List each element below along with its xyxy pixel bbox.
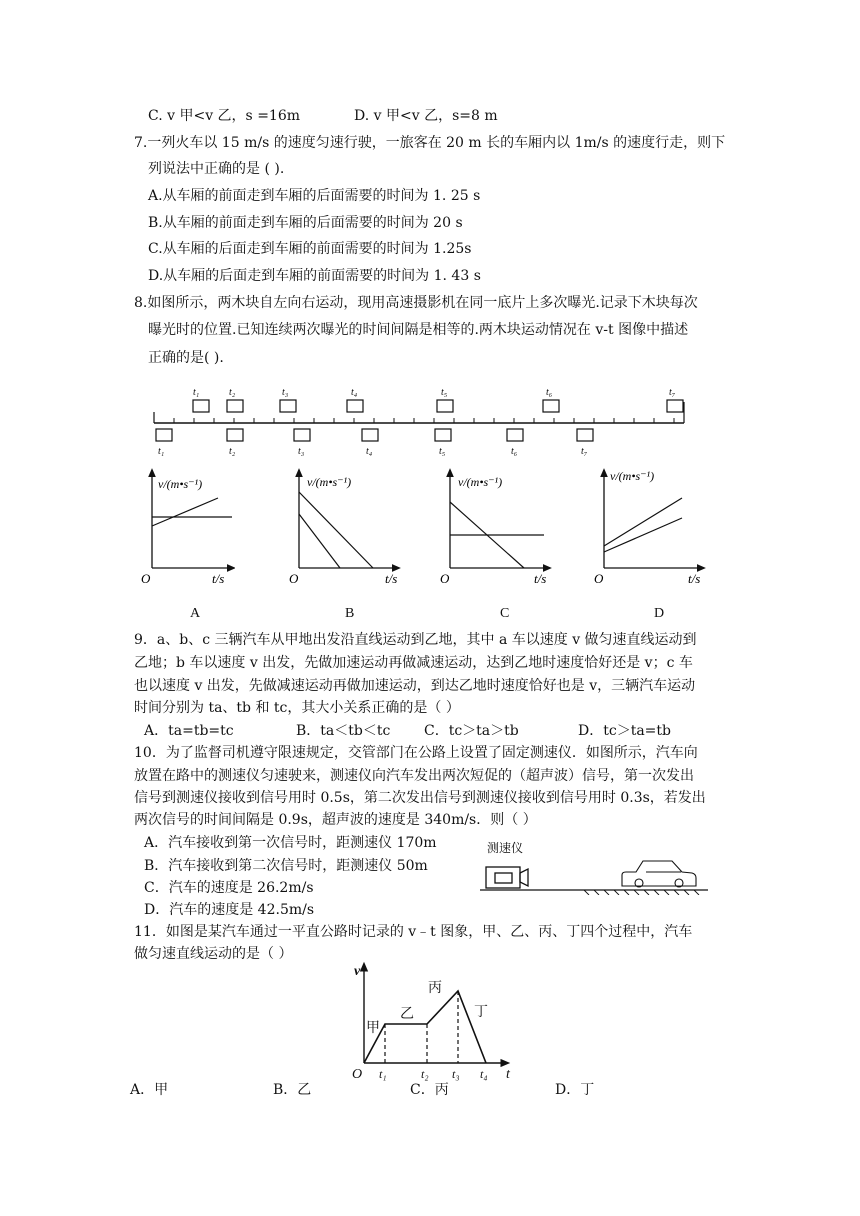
q11-option-b: B．乙 xyxy=(273,1082,312,1098)
q9-stem-line2: 乙地；b 车以速度 v 出发，先做加速运动再做减速运动，达到乙地时速度恰好还是 v；c 车 xyxy=(134,655,693,671)
graph-b-xlabel: t/s xyxy=(385,571,398,586)
axis-origin: O xyxy=(352,1067,363,1082)
top-label-t3: t₃ xyxy=(282,387,289,398)
q8-graph-d xyxy=(590,466,715,588)
q6-option-c: C. v 甲<v 乙，s =16m xyxy=(148,108,301,124)
q9-option-c: C．tc＞ta＞tb xyxy=(424,723,519,739)
q8-graph-c xyxy=(436,466,561,588)
axis-t: t xyxy=(506,1067,510,1082)
q11-stem-line2: 做匀速直线运动的是（ ） xyxy=(134,946,293,962)
q7-stem-line1: 7.一列火车以 15 m/s 的速度匀速行驶，一旅客在 20 m 长的车厢内以 1m/s 的速度行走，则下 xyxy=(134,135,726,151)
q8-graph-a xyxy=(140,466,235,588)
axis-v: v xyxy=(354,964,361,979)
q8-graph-b xyxy=(285,466,415,588)
graph-d-xlabel: t/s xyxy=(688,571,701,586)
stage-bing: 丙 xyxy=(428,981,442,996)
graph-d-ylabel: v/(m•s⁻¹) xyxy=(610,469,655,483)
q10-stem-line2: 放置在路中的测速仪匀速驶来，测速仪向汽车发出两次短促的（超声波）信号，第一次发出 xyxy=(134,768,694,784)
q7-option-a: A.从车厢的前面走到车厢的后面需要的时间为 1. 25 s xyxy=(148,188,481,204)
q9-stem-line4: 时间分别为 ta、tb 和 tc，其大小关系正确的是（ ） xyxy=(134,700,460,716)
graph-a-xlabel: t/s xyxy=(212,571,225,586)
q8-choice-a: A xyxy=(190,606,201,621)
q11-option-d: D．丁 xyxy=(555,1082,595,1098)
tick-t3: t₃ xyxy=(452,1067,460,1081)
q10-option-a: A．汽车接收到第一次信号时，距测速仪 170m xyxy=(144,835,437,851)
q11-stem-line1: 11．如图是某汽车通过一平直公路时记录的 v﹣t 图象，甲、乙、丙、丁四个过程中，汽车 xyxy=(134,924,693,940)
bottom-label-t4: t₄ xyxy=(366,446,373,456)
q8-choice-c: C xyxy=(500,606,510,621)
top-label-t7: t₇ xyxy=(669,387,676,398)
graph-c-xlabel: t/s xyxy=(534,571,547,586)
bottom-label-t2: t₂ xyxy=(229,446,236,456)
q9-stem-line3: 也以速度 v 出发，先做减速运动再做加速运动，到达乙地时速度恰好也是 v，三辆汽车运动 xyxy=(134,678,696,694)
bottom-blocks xyxy=(156,429,593,441)
q9-option-b: B．ta＜tb＜tc xyxy=(296,723,391,739)
q7-option-b: B.从车厢的前面走到车厢的后面需要的时间为 20 s xyxy=(148,215,463,231)
bottom-label-t5: t₅ xyxy=(439,446,446,456)
top-label-t2: t₂ xyxy=(229,387,236,398)
graph-b-origin: O xyxy=(289,571,299,586)
q8-stem-line1: 8.如图所示，两木块自左向右运动，现用高速摄影机在同一底片上多次曝光.记录下木块每次 xyxy=(134,295,698,311)
q7-option-d: D.从车厢的后面走到车厢的前面需要的时间为 1. 43 s xyxy=(148,268,481,284)
car-icon xyxy=(622,861,696,887)
q8-stem-line2: 曝光时的位置.已知连续两次曝光的时间间隔是相等的.两木块运动情况在 v-t 图像中描述 xyxy=(148,322,689,338)
graph-c-ylabel: v/(m•s⁻¹) xyxy=(458,475,503,489)
stage-yi: 乙 xyxy=(400,1007,414,1022)
q8-choice-d: D xyxy=(654,606,665,621)
q11-vt-graph xyxy=(346,960,516,1082)
top-label-t6: t₆ xyxy=(546,387,553,398)
tick-t2: t₂ xyxy=(421,1067,429,1081)
q9-option-d: D．tc＞ta=tb xyxy=(578,723,671,739)
q10-option-b: B．汽车接收到第二次信号时，距测速仪 50m xyxy=(144,858,428,874)
q7-stem-line2: 列说法中正确的是 ( ). xyxy=(148,161,285,177)
top-label-t1: t₁ xyxy=(193,387,200,398)
top-blocks xyxy=(193,400,683,412)
q8-exposure-strip xyxy=(150,384,695,456)
q10-stem-line3: 信号到测速仪接收到信号用时 0.5s，第二次发出信号到测速仪接收到信号用时 0.3s，若发出 xyxy=(134,790,706,806)
graph-c-origin: O xyxy=(440,571,450,586)
q6-option-d: D. v 甲<v 乙，s=8 m xyxy=(354,108,498,124)
speed-meter-figure xyxy=(476,855,712,895)
speed-meter-icon xyxy=(486,867,528,888)
q9-option-a: A．ta=tb=tc xyxy=(144,723,234,739)
bottom-label-t1: t₁ xyxy=(158,446,165,456)
graph-d-origin: O xyxy=(594,571,604,586)
q11-option-a: A．甲 xyxy=(130,1082,169,1098)
bottom-label-t6: t₆ xyxy=(511,446,518,456)
q10-stem-line4: 两次信号的时间间隔是 0.9s，超声波的速度是 340m/s．则（ ） xyxy=(134,812,537,828)
top-label-t5: t₅ xyxy=(441,387,448,398)
q10-option-d: D．汽车的速度是 42.5m/s xyxy=(144,902,315,918)
q10-stem-line1: 10．为了监督司机遵守限速规定，交管部门在公路上设置了固定测速仪．如图所示，汽车向 xyxy=(134,745,698,761)
q7-option-c: C.从车厢的后面走到车厢的前面需要的时间为 1.25s xyxy=(148,241,472,257)
top-label-t4: t₄ xyxy=(351,387,358,398)
q8-stem-line3: 正确的是( ). xyxy=(148,350,224,366)
bottom-label-t3: t₃ xyxy=(298,446,305,456)
q8-choice-b: B xyxy=(345,606,355,621)
bottom-label-t7: t₇ xyxy=(581,446,588,456)
tick-t1: t₁ xyxy=(379,1067,387,1081)
graph-b-ylabel: v/(m•s⁻¹) xyxy=(307,475,352,489)
vt-curve xyxy=(364,991,486,1063)
q9-stem-line1: 9．a、b、c 三辆汽车从甲地出发沿直线运动到乙地，其中 a 车以速度 v 做匀速直线运动到 xyxy=(134,632,697,648)
tick-t4: t₄ xyxy=(480,1067,488,1081)
speed-meter-label: 测速仪 xyxy=(487,841,524,855)
q11-option-c: C．丙 xyxy=(410,1082,449,1098)
stage-jia: 甲 xyxy=(366,1021,380,1036)
q10-option-c: C．汽车的速度是 26.2m/s xyxy=(144,880,314,896)
graph-a-origin: O xyxy=(141,571,151,586)
graph-a-ylabel: v/(m•s⁻¹) xyxy=(158,477,203,491)
stage-ding: 丁 xyxy=(474,1005,488,1020)
